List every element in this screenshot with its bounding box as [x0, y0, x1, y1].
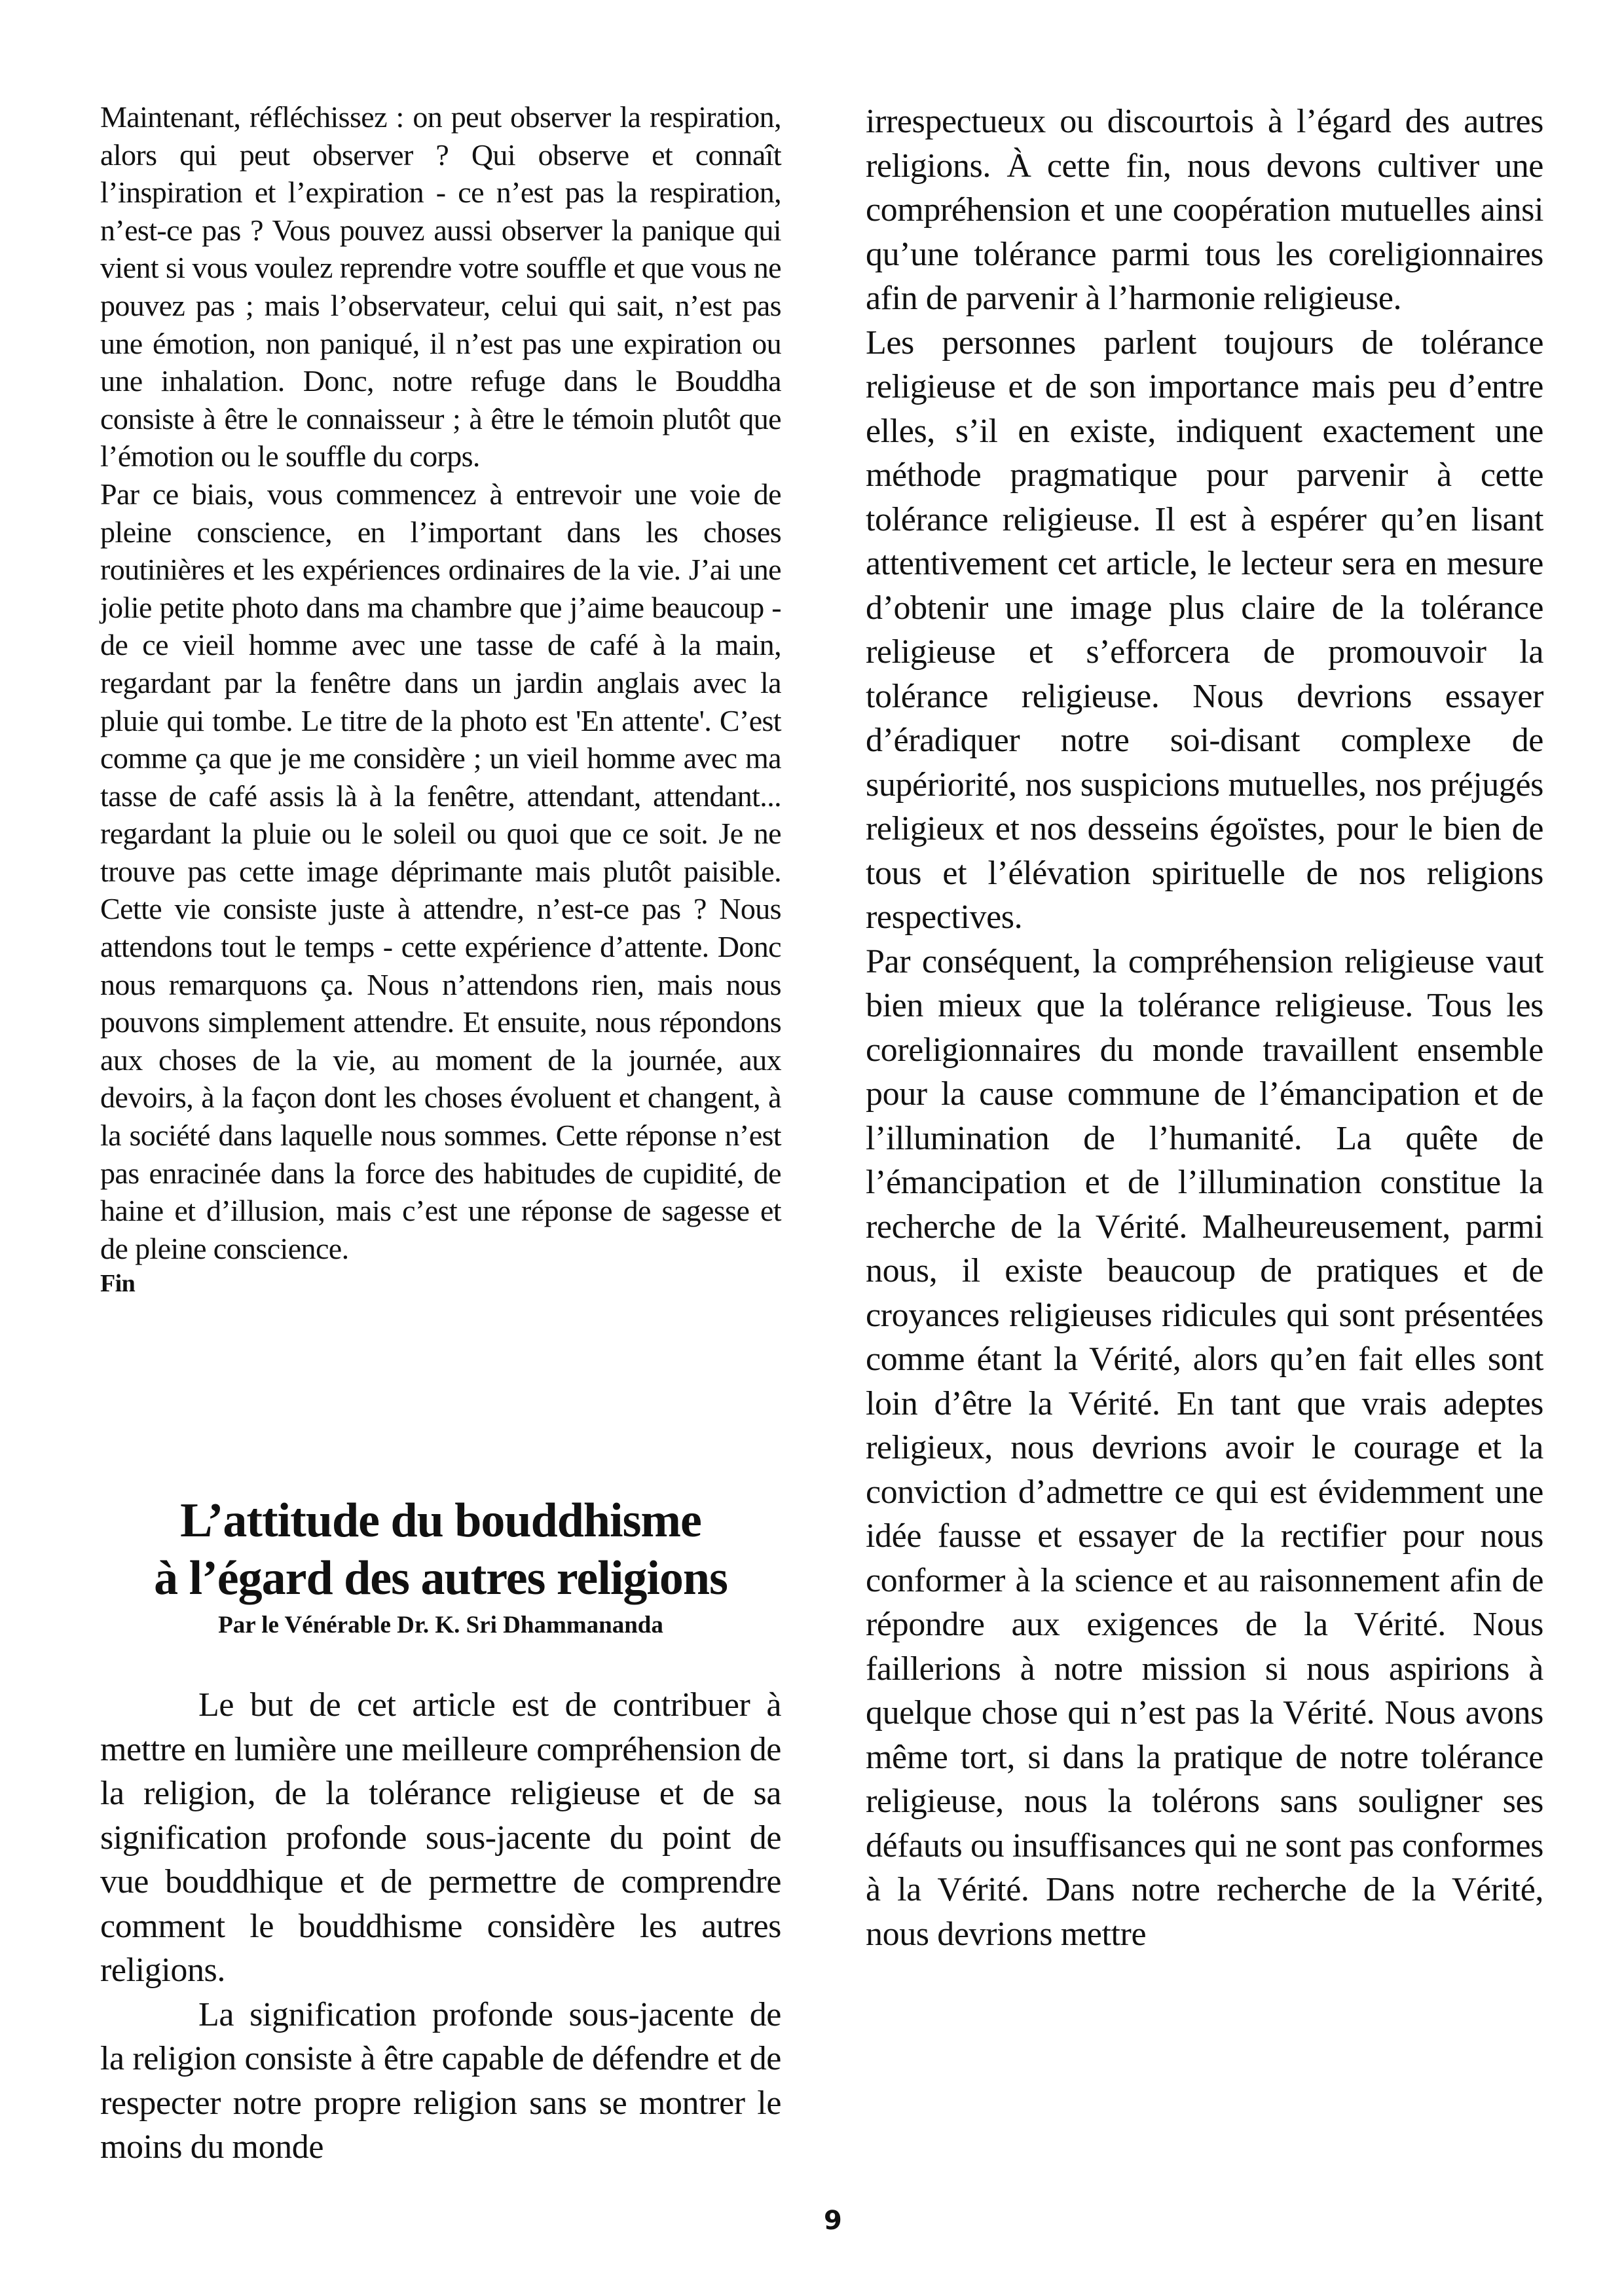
article-body-left-column [100, 1683, 781, 2170]
body-paragraph: Maintenant, réfléchissez : on peut observer la respiration, alors qui peut observer ? Qui observe et connaît l’inspiration et l’expiration - ce n’est pas la respiration, n’est-ce pas ? Vous pouvez aussi observer la panique qui vient si vous voulez reprendre votre souffle et que vous ne pouvez pas ; mais l’observateur, celui qui sait, n’est pas une émotion, non paniqué, il n’est pas une expiration ou une inhalation. Donc, notre refuge dans le Bouddha consiste à être le connaisseur ; à être le témoin plutôt que l’émotion ou le souffle du corps. [100, 100, 781, 473]
body-paragraph: irrespectueux ou discourtois à l’égard des autres religions. À cette fin, nous devons cultiver une compréhension et une coopération mutuelles ainsi qu’une tolérance parmi tous les coreligionnaires afin de parvenir à l’harmonie religieuse. [866, 103, 1543, 317]
body-paragraph: Par conséquent, la compréhension religieuse vaut bien mieux que la tolérance religieuse. Tous les coreligionnaires du monde travaillent ensemble pour la cause commune de l’émancipation et de l’illumination de l’humanité. La quête de l’émancipation et de l’illumination constitue la recherche de la Vérité. Malheureusement, parmi nous, il existe beaucoup de pratiques et de croyances religieuses ridicules qui sont présentées comme étant la Vérité, alors qu’en fait elles sont loin d’être la Vérité. En tant que vrais adeptes religieux, nous devrions avoir le courage et la conviction d’admettre ce qui est évidemment une idée fausse et essayer de la rectifier pour nous conformer à la science et au raisonnement afin de répondre aux exigences de la Vérité. Nous faillerions à notre mission si nous aspirions à quelque chose qui n’est pas la Vérité. Nous avons même tort, si dans la pratique de notre tolérance religieuse, nous la tolérons sans souligner ses défauts ou insuffisances qui ne sont pas conformes à la Vérité. Dans notre recherche de la Vérité, nous devrions mettre [866, 942, 1543, 1953]
body-paragraph: Le but de cet article est de contribuer à mettre en lumière une meilleure compréhension de la religion, de la tolérance religieuse et de sa signification profonde sous-jacente du point de vue bouddhique et de permettre de comprendre comment le bouddhisme considère les autres religions. [100, 1686, 781, 1989]
body-paragraph: Par ce biais, vous commencez à entrevoir une voie de pleine conscience, en l’important dans les choses routinières et les expériences ordinaires de la vie. J’ai une jolie petite photo dans ma chambre que j’aime beaucoup - de ce vieil homme avec une tasse de café à la main, regardant par la fenêtre dans un jardin anglais avec la pluie qui tombe. Le titre de la photo est 'En attente'. C’est comme ça que je me considère ; un vieil homme avec ma tasse de café assis là à la fenêtre, attendant, attendant... regardant la pluie ou le soleil ou quoi que ce soit. Je ne trouve pas cette image déprimante mais plutôt paisible. Cette vie consiste juste à attendre, n’est-ce pas ? Nous attendons tout le temps - cette expérience d’attente. Donc nous remarquons ça. Nous n’attendons rien, mais nous pouvons simplement attendre. Et ensuite, nous répondons aux choses de la vie, au moment de la journée, aux devoirs, à la façon dont les choses évoluent et changent, à la société dans laquelle nous sommes. Cette réponse n’est pas enracinée dans la force des habitudes de cupidité, de haine et d’illusion, mais c’est une réponse de sagesse et de pleine conscience. [100, 477, 781, 1265]
page-number: 9 [824, 2206, 842, 2236]
article-body-right-column [866, 100, 1543, 1956]
article-title-line-2: à l’égard des autres religions [154, 1551, 728, 1605]
end-marker: Fin [100, 1270, 136, 1298]
previous-article-conclusion [100, 98, 781, 1300]
article-header [100, 1492, 781, 1641]
article-author: Par le Vénérable Dr. K. Sri Dhammananda [218, 1612, 663, 1639]
body-paragraph: La signification profonde sous-jacente de la religion consiste à être capable de défendre et de respecter notre propre religion sans se montrer le moins du monde [100, 1995, 781, 2166]
body-paragraph: Les personnes parlent toujours de tolérance religieuse et de son importance mais peu d’entre elles, s’il en existe, indiquent exactement une méthode pragmatique pour parvenir à cette tolérance religieuse. Il est à espérer qu’en lisant attentivement cet article, le lecteur sera en mesure d’obtenir une image plus claire de la tolérance religieuse et s’efforcera de promouvoir la tolérance religieuse. Nous devrions essayer d’éradiquer notre soi-disant complexe de supériorité, nos suspicions mutuelles, nos préjugés religieux et nos desseins égoïstes, pour le bien de tous et l’élévation spirituelle de nos religions respectives. [866, 324, 1543, 936]
article-title-line-1: L’attitude du bouddhisme [180, 1494, 701, 1547]
